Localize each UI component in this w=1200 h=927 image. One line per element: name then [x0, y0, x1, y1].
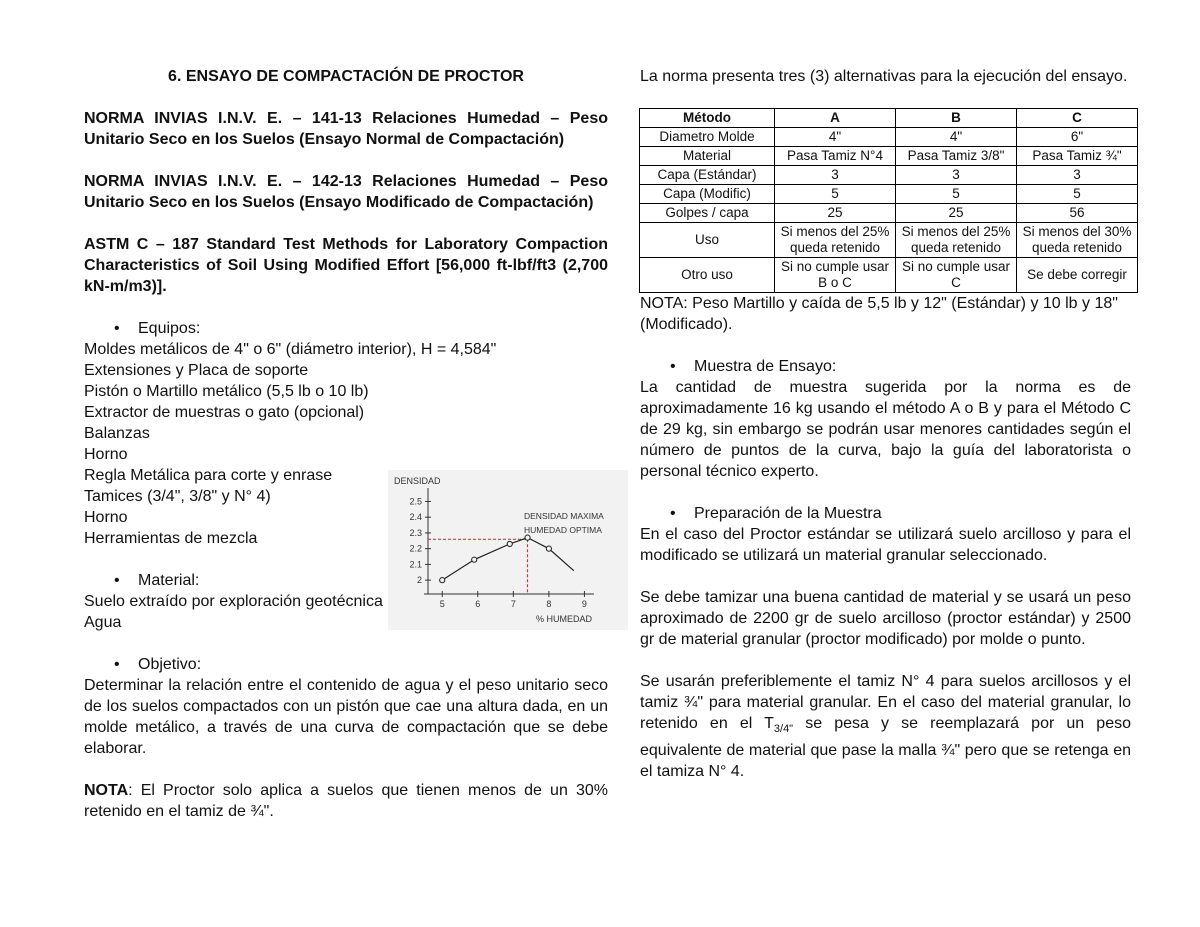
x-tick-label: 9 — [581, 599, 587, 609]
table-cell: 25 — [775, 204, 896, 223]
table-row — [640, 258, 1138, 293]
material-item: Suelo extraído por exploración geotécnica — [84, 593, 383, 610]
intro-text: La norma presenta tres (3) alternativas para la ejecución del ensayo. — [640, 68, 1128, 85]
preparacion-text-2: Se debe tamizar una buena cantidad de material y se usará un peso aproximado de 2200 gr de suelo arcilloso (proctor estándar) y 2500 gr de material granular (proctor modificado) por molde o punto. — [640, 589, 1131, 648]
chart-marks — [428, 535, 574, 594]
table-cell: 3 — [1017, 166, 1138, 185]
table-cell: 4" — [775, 128, 896, 147]
norma-142: NORMA INVIAS I.N.V. E. – 142-13 Relaciones Humedad – Peso Unitario Seco en los Suelos (Ensayo Modificado de Compactación) — [84, 173, 608, 211]
muestra-text: La cantidad de muestra sugerida por la norma es de aproximadamente 16 kg usando el método A o B y para el Método C de 29 kg, sin embargo se podrán usar menores cantidades según el número de puntos de la curva, bajo la guía del laboratorista o personal técnico experto. — [640, 379, 1131, 480]
table-row — [640, 185, 1138, 204]
x-tick-label: 7 — [510, 599, 516, 609]
equipos-item: Moldes metálicos de 4" o 6" (diámetro interior), H = 4,584" — [84, 341, 497, 358]
table-cell: Diametro Molde — [640, 128, 775, 147]
equipos-heading: • Equipos: — [84, 318, 608, 339]
table-cell: Uso — [640, 223, 775, 258]
preparacion-text-1: En el caso del Proctor estándar se utilizará suelo arcilloso y para el modificado se utilizará un material granular seleccionado. — [640, 526, 1131, 564]
astm-reference: ASTM C – 187 Standard Test Methods for Laboratory Compaction Characteristics of Soil Using Modified Effort [56,000 ft-lbf/ft3 (2,700 kN-m/m3)]. — [84, 236, 608, 295]
table-cell: Golpes / capa — [640, 204, 775, 223]
table-cell: Material — [640, 147, 775, 166]
objetivo-text: Determinar la relación entre el contenido de agua y el peso unitario seco de los suelos compactados con un pistón que cae una altura dada, en un molde metálico, a través de una curva de compactación que se debe elaborar. — [84, 677, 608, 757]
table-header: B — [896, 109, 1017, 128]
x-tick-label: 8 — [546, 599, 552, 609]
x-tick-label: 6 — [475, 599, 481, 609]
table-cell: Capa (Modific) — [640, 185, 775, 204]
y-tick-label: 2.5 — [409, 496, 422, 507]
y-tick-label: 2.1 — [409, 559, 422, 570]
table-cell: Si menos del 25% queda retenido — [775, 223, 896, 258]
table-cell: 3 — [896, 166, 1017, 185]
data-point — [546, 546, 551, 551]
table-cell: Capa (Estándar) — [640, 166, 775, 185]
muestra-heading: • Muestra de Ensayo: — [640, 356, 1131, 377]
methods-table — [639, 108, 1138, 293]
table-cell: Si menos del 25% queda retenido — [896, 223, 1017, 258]
table-cell: 56 — [1017, 204, 1138, 223]
table-row — [640, 128, 1138, 147]
table-header-row — [640, 109, 1138, 128]
y-tick-label: 2.3 — [409, 527, 422, 538]
nota-left: NOTA: El Proctor solo aplica a suelos que tienen menos de un 30% retenido en el tamiz de ¾". — [84, 782, 608, 820]
objetivo-heading: • Objetivo: — [84, 654, 608, 675]
left-column — [84, 66, 608, 822]
table-row — [640, 204, 1138, 223]
data-point — [472, 557, 477, 562]
preparacion-heading: • Preparación de la Muestra — [640, 503, 1131, 524]
table-cell: Pasa Tamiz ¾" — [1017, 147, 1138, 166]
data-point — [525, 535, 530, 540]
compaction-curve-chart — [388, 470, 628, 630]
equipos-item: Tamices (3/4", 3/8" y N° 4) — [84, 488, 271, 505]
table-cell: Si no cumple usar C — [896, 258, 1017, 293]
table-cell: 6" — [1017, 128, 1138, 147]
table-cell: 5 — [775, 185, 896, 204]
table-cell: Si no cumple usar B o C — [775, 258, 896, 293]
chart-xlabel: % HUMEDAD — [536, 614, 593, 624]
y-tick-label: 2.2 — [409, 543, 422, 554]
right-column — [640, 66, 1131, 782]
section-title: 6. ENSAYO DE COMPACTACIÓN DE PROCTOR — [168, 68, 524, 85]
table-cell: 5 — [896, 185, 1017, 204]
material-heading: • Material: — [84, 570, 608, 591]
equipos-item: Horno — [84, 446, 128, 463]
chart-annotation-max: DENSIDAD MAXIMA — [524, 511, 604, 521]
data-point — [507, 541, 512, 546]
equipos-item: Regla Metálica para corte y enrase — [84, 467, 333, 484]
table-cell: Pasa Tamiz 3/8" — [896, 147, 1017, 166]
equipos-item: Herramientas de mezcla — [84, 530, 258, 547]
nota-right: NOTA: Peso Martillo y caída de 5,5 lb y 12" (Estándar) y 10 lb y 18" (Modificado). — [640, 295, 1118, 333]
table-cell: Si menos del 30% queda retenido — [1017, 223, 1138, 258]
chart-ylabel: DENSIDAD — [394, 476, 441, 486]
x-tick-label: 5 — [439, 599, 445, 609]
chart-annotation-opt: HUMEDAD OPTIMA — [524, 525, 602, 535]
table-cell: 4" — [896, 128, 1017, 147]
material-item: Agua — [84, 614, 122, 631]
y-tick-label: 2.4 — [409, 512, 422, 523]
table-cell: 5 — [1017, 185, 1138, 204]
table-row — [640, 147, 1138, 166]
table-cell: 3 — [775, 166, 896, 185]
table-row — [640, 166, 1138, 185]
table-cell: Otro uso — [640, 258, 775, 293]
equipos-item: Extractor de muestras o gato (opcional) — [84, 404, 365, 421]
equipos-item: Horno — [84, 509, 128, 526]
norma-141: NORMA INVIAS I.N.V. E. – 141-13 Relaciones Humedad – Peso Unitario Seco en los Suelos (Ensayo Normal de Compactación) — [84, 110, 608, 148]
equipos-item: Balanzas — [84, 425, 150, 442]
table-row — [640, 223, 1138, 258]
table-header: A — [775, 109, 896, 128]
table-header: C — [1017, 109, 1138, 128]
table-cell: Pasa Tamiz N°4 — [775, 147, 896, 166]
table-cell: Se debe corregir — [1017, 258, 1138, 293]
table-cell: 25 — [896, 204, 1017, 223]
y-tick-label: 2 — [416, 575, 422, 586]
data-point — [440, 578, 445, 583]
equipos-item: Pistón o Martillo metálico (5,5 lb o 10 lb) — [84, 383, 369, 400]
table-header: Método — [640, 109, 775, 128]
equipos-item: Extensiones y Placa de soporte — [84, 362, 309, 379]
preparacion-text-3: Se usarán preferiblemente el tamiz N° 4 para suelos arcillosos y el tamiz ¾" para material granular. En el caso del material granular, lo retenido en el $T_{3/4"}$ se pesa y se reemplazará por un peso equivalente de material que pase la malla ¾" pero que se retenga en el tamiza N° 4. — [640, 673, 1132, 781]
